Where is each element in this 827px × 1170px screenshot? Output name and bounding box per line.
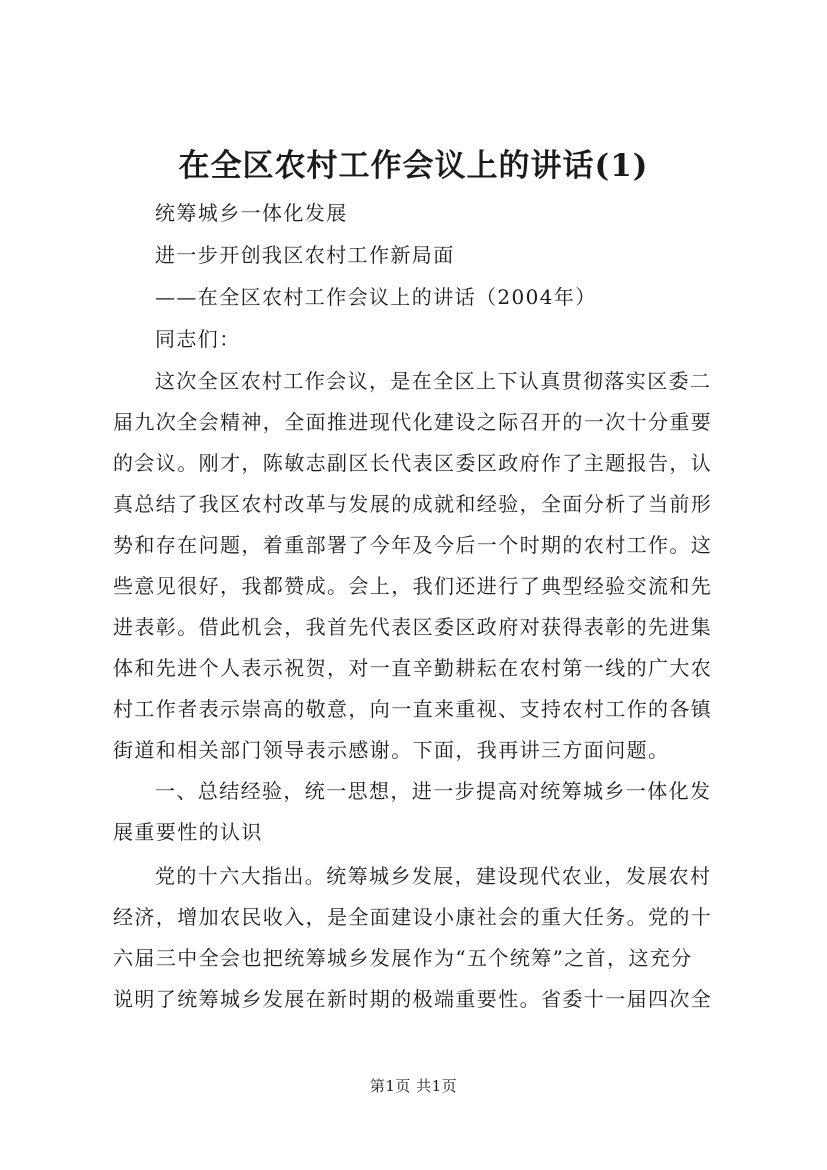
paragraph-line: 些意见很好，我都赞成。会上，我们还进行了典型经验交流和先 [113,574,713,598]
paragraph-line: 真总结了我区农村改革与发展的成就和经验，全面分析了当前形 [113,492,713,516]
paragraph-line: 体和先进个人表示祝贺，对一直辛勤耕耘在农村第一线的广大农 [113,656,713,680]
paragraph-line: 说明了统筹城乡发展在新时期的极端重要性。省委十一届四次全 [113,987,713,1011]
paragraph-line: 经济，增加农民收入，是全面建设小康社会的重大任务。党的十 [113,905,713,929]
paragraph-line: 势和存在问题，着重部署了今年及今后一个时期的农村工作。这 [113,533,713,557]
page-number-footer: 第1页 共1页 [369,1077,458,1095]
paragraph-line: 党的十六大指出。统筹城乡发展，建设现代农业，发展农村 [155,864,712,888]
document-title: 在全区农村工作会议上的讲话(1) [178,148,649,184]
paragraph-line: 村工作者表示崇高的敬意，向一直来重视、支持农村工作的各镇 [113,697,713,721]
salutation: 同志们： [155,327,241,351]
paragraph-line: 六届三中全会也把统筹城乡发展作为“五个统筹”之首，这充分 [113,946,693,970]
subtitle-line: 统筹城乡一体化发展 [155,201,348,225]
section-heading-line: 展重要性的认识 [113,820,263,844]
paragraph-line: 街道和相关部门领导表示感谢。下面，我再讲三方面问题。 [113,738,670,762]
paragraph-line: 届九次全会精神，全面推进现代化建设之际召开的一次十分重要 [113,410,713,434]
paragraph-line: 进表彰。借此机会，我首先代表区委区政府对获得表彰的先进集 [113,615,713,639]
section-heading-line: 一、总结经验，统一思想，进一步提高对统筹城乡一体化发 [155,779,712,803]
speech-occasion-line: ——在全区农村工作会议上的讲话（2004年） [155,285,597,309]
subtitle-line: 进一步开创我区农村工作新局面 [155,243,455,267]
paragraph-line: 的会议。刚才，陈敏志副区长代表区委区政府作了主题报告，认 [113,451,713,475]
paragraph-line: 这次全区农村工作会议，是在全区上下认真贯彻落实区委二 [155,369,712,393]
